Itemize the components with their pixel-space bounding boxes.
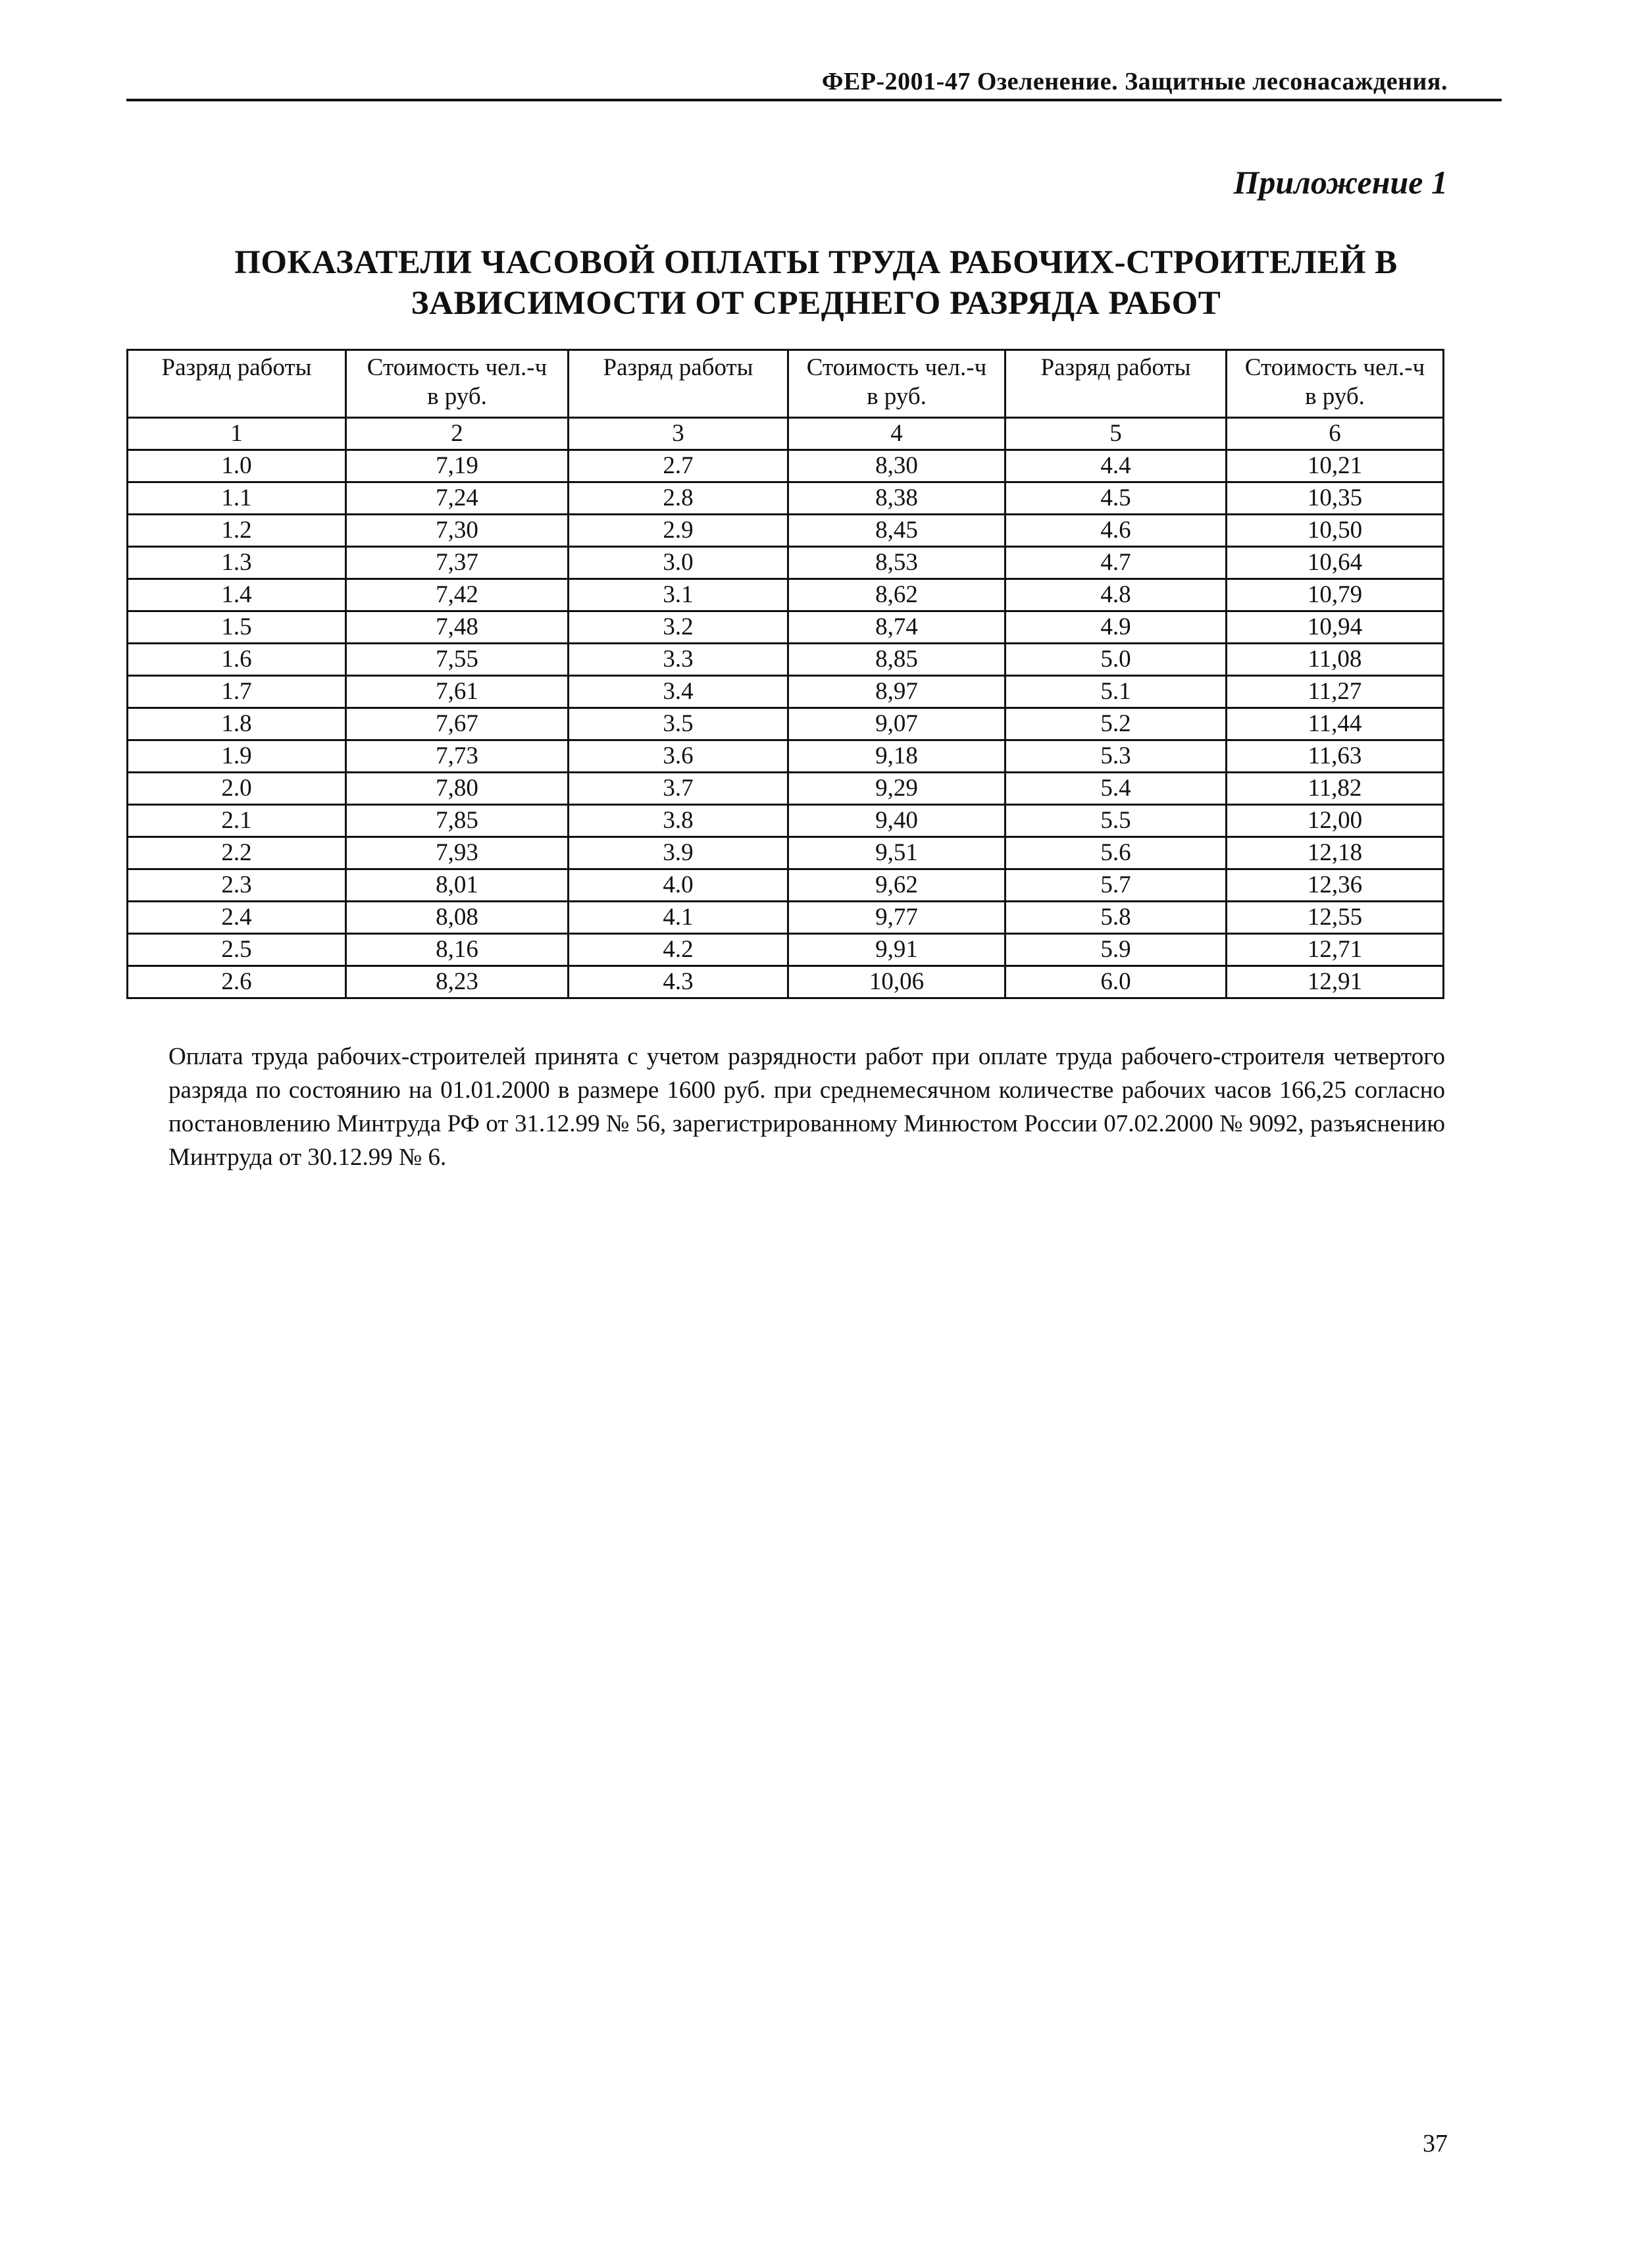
- cost-cell: 10,06: [788, 966, 1005, 998]
- cost-cell: 12,91: [1227, 966, 1444, 998]
- document-title: [132, 242, 1500, 324]
- grade-cell: 1.0: [128, 450, 346, 482]
- header-label: Разряд работы: [161, 354, 312, 381]
- grade-cell: 3.7: [569, 773, 788, 805]
- table-row: [128, 837, 1444, 869]
- grade-cell: 4.1: [569, 902, 788, 934]
- cost-cell: 12,71: [1227, 934, 1444, 966]
- cost-cell: 7,37: [346, 547, 569, 579]
- cost-cell: 9,18: [788, 740, 1005, 773]
- table-header-row: [128, 350, 1444, 418]
- header-label-sub: в руб.: [427, 383, 487, 410]
- cost-cell: 11,08: [1227, 644, 1444, 676]
- grade-cell: 1.7: [128, 676, 346, 708]
- cost-cell: 8,38: [788, 482, 1005, 515]
- grade-cell: 3.4: [569, 676, 788, 708]
- cost-cell: 8,30: [788, 450, 1005, 482]
- grade-cell: 3.5: [569, 708, 788, 740]
- cost-cell: 7,61: [346, 676, 569, 708]
- cost-cell: 12,00: [1227, 805, 1444, 837]
- table-row: [128, 547, 1444, 579]
- table-row: [128, 482, 1444, 515]
- grade-cell: 3.0: [569, 547, 788, 579]
- cost-cell: 12,55: [1227, 902, 1444, 934]
- grade-cell: 1.1: [128, 482, 346, 515]
- grade-cell: 5.4: [1005, 773, 1227, 805]
- grade-cell: 1.8: [128, 708, 346, 740]
- cost-cell: 7,85: [346, 805, 569, 837]
- header-grade-2: [569, 350, 788, 418]
- cost-cell: 9,40: [788, 805, 1005, 837]
- cost-cell: 7,48: [346, 611, 569, 644]
- header-cost-2: [788, 350, 1005, 418]
- grade-cell: 5.3: [1005, 740, 1227, 773]
- grade-cell: 1.4: [128, 579, 346, 611]
- cost-cell: 11,82: [1227, 773, 1444, 805]
- table-row: [128, 934, 1444, 966]
- grade-cell: 2.6: [128, 966, 346, 998]
- grade-cell: 2.5: [128, 934, 346, 966]
- grade-cell: 5.7: [1005, 869, 1227, 902]
- grade-cell: 5.1: [1005, 676, 1227, 708]
- grade-cell: 4.6: [1005, 515, 1227, 547]
- cost-cell: 12,18: [1227, 837, 1444, 869]
- cost-cell: 9,62: [788, 869, 1005, 902]
- grade-cell: 3.9: [569, 837, 788, 869]
- table-row: [128, 869, 1444, 902]
- cost-cell: 7,93: [346, 837, 569, 869]
- running-header: ФЕР-2001-47 Озеленение. Защитные лесонасаждения.: [821, 68, 1448, 95]
- grade-cell: 1.2: [128, 515, 346, 547]
- cost-cell: 9,29: [788, 773, 1005, 805]
- grade-cell: 5.2: [1005, 708, 1227, 740]
- grade-cell: 2.3: [128, 869, 346, 902]
- column-number-row: [128, 418, 1444, 450]
- cost-cell: 7,24: [346, 482, 569, 515]
- grade-cell: 2.8: [569, 482, 788, 515]
- cost-cell: 7,80: [346, 773, 569, 805]
- grade-cell: 5.0: [1005, 644, 1227, 676]
- grade-cell: 4.9: [1005, 611, 1227, 644]
- grade-cell: 5.5: [1005, 805, 1227, 837]
- header-rule: [126, 99, 1502, 101]
- cost-cell: 8,97: [788, 676, 1005, 708]
- cost-cell: 8,01: [346, 869, 569, 902]
- title-line-1: ПОКАЗАТЕЛИ ЧАСОВОЙ ОПЛАТЫ ТРУДА РАБОЧИХ-СТРОИТЕЛЕЙ В: [234, 244, 1398, 281]
- cost-cell: 11,44: [1227, 708, 1444, 740]
- table-row: [128, 740, 1444, 773]
- cost-cell: 8,45: [788, 515, 1005, 547]
- grade-cell: 4.8: [1005, 579, 1227, 611]
- column-number: 3: [569, 418, 788, 450]
- grade-cell: 5.6: [1005, 837, 1227, 869]
- header-grade-3: [1005, 350, 1227, 418]
- cost-cell: 10,64: [1227, 547, 1444, 579]
- grade-cell: 2.9: [569, 515, 788, 547]
- grade-cell: 3.1: [569, 579, 788, 611]
- table-row: [128, 644, 1444, 676]
- cost-cell: 7,19: [346, 450, 569, 482]
- cost-cell: 9,91: [788, 934, 1005, 966]
- cost-cell: 7,42: [346, 579, 569, 611]
- grade-cell: 4.4: [1005, 450, 1227, 482]
- header-cost-1: [346, 350, 569, 418]
- cost-cell: 8,53: [788, 547, 1005, 579]
- cost-cell: 9,07: [788, 708, 1005, 740]
- column-number: 1: [128, 418, 346, 450]
- column-number: 6: [1227, 418, 1444, 450]
- table-row: [128, 676, 1444, 708]
- header-grade-1: [128, 350, 346, 418]
- cost-cell: 10,35: [1227, 482, 1444, 515]
- header-label: Стоимость чел.-ч: [1244, 354, 1425, 381]
- grade-cell: 2.0: [128, 773, 346, 805]
- header-label: Разряд работы: [603, 354, 753, 381]
- column-number: 5: [1005, 418, 1227, 450]
- cost-cell: 8,08: [346, 902, 569, 934]
- cost-cell: 8,16: [346, 934, 569, 966]
- cost-cell: 10,50: [1227, 515, 1444, 547]
- table-row: [128, 773, 1444, 805]
- cost-cell: 10,21: [1227, 450, 1444, 482]
- grade-cell: 3.2: [569, 611, 788, 644]
- grade-cell: 1.6: [128, 644, 346, 676]
- page-number: 37: [1423, 2130, 1448, 2157]
- grade-cell: 1.5: [128, 611, 346, 644]
- cost-cell: 8,74: [788, 611, 1005, 644]
- grade-cell: 5.8: [1005, 902, 1227, 934]
- column-number: 2: [346, 418, 569, 450]
- header-cost-3: [1227, 350, 1444, 418]
- grade-cell: 4.3: [569, 966, 788, 998]
- grade-cell: 3.3: [569, 644, 788, 676]
- grade-cell: 2.4: [128, 902, 346, 934]
- table-row: [128, 805, 1444, 837]
- grade-cell: 1.3: [128, 547, 346, 579]
- grade-cell: 4.2: [569, 934, 788, 966]
- cost-cell: 7,67: [346, 708, 569, 740]
- grade-cell: 2.7: [569, 450, 788, 482]
- column-number: 4: [788, 418, 1005, 450]
- cost-cell: 9,77: [788, 902, 1005, 934]
- cost-cell: 10,94: [1227, 611, 1444, 644]
- cost-cell: 7,55: [346, 644, 569, 676]
- wage-rates-table: [126, 349, 1444, 999]
- grade-cell: 4.0: [569, 869, 788, 902]
- cost-cell: 10,79: [1227, 579, 1444, 611]
- cost-cell: 8,23: [346, 966, 569, 998]
- cost-cell: 11,27: [1227, 676, 1444, 708]
- cost-cell: 7,73: [346, 740, 569, 773]
- grade-cell: 2.2: [128, 837, 346, 869]
- header-label: Стоимость чел.-ч: [367, 354, 547, 381]
- table-row: [128, 579, 1444, 611]
- appendix-label: Приложение 1: [1233, 164, 1448, 201]
- grade-cell: 3.8: [569, 805, 788, 837]
- grade-cell: 3.6: [569, 740, 788, 773]
- grade-cell: 4.5: [1005, 482, 1227, 515]
- table-row: [128, 450, 1444, 482]
- header-label-sub: в руб.: [1305, 383, 1365, 410]
- table-row: [128, 966, 1444, 998]
- cost-cell: 9,51: [788, 837, 1005, 869]
- table-row: [128, 611, 1444, 644]
- grade-cell: 5.9: [1005, 934, 1227, 966]
- grade-cell: 4.7: [1005, 547, 1227, 579]
- header-label: Стоимость чел.-ч: [806, 354, 987, 381]
- cost-cell: 8,85: [788, 644, 1005, 676]
- header-label: Разряд работы: [1040, 354, 1191, 381]
- header-label-sub: в руб.: [867, 383, 927, 410]
- cost-cell: 7,30: [346, 515, 569, 547]
- cost-cell: 8,62: [788, 579, 1005, 611]
- grade-cell: 2.1: [128, 805, 346, 837]
- table-row: [128, 708, 1444, 740]
- explanatory-note: Оплата труда рабочих-строителей принята с учетом разрядности работ при оплате труда рабочего-строителя четвертого разряда по состоянию на 01.01.2000 в размере 1600 руб. при среднемесячном количестве рабочих часов 166,25 согласно постановлению Минтруда РФ от 31.12.99 № 56, зарегистрированному Минюстом России 07.02.2000 № 9092, разъяснению Минтруда от 30.12.99 № 6.: [168, 1043, 1445, 1171]
- grade-cell: 6.0: [1005, 966, 1227, 998]
- table-row: [128, 515, 1444, 547]
- title-line-2: ЗАВИСИМОСТИ ОТ СРЕДНЕГО РАЗРЯДА РАБОТ: [411, 285, 1221, 322]
- grade-cell: 1.9: [128, 740, 346, 773]
- table-row: [128, 902, 1444, 934]
- cost-cell: 12,36: [1227, 869, 1444, 902]
- cost-cell: 11,63: [1227, 740, 1444, 773]
